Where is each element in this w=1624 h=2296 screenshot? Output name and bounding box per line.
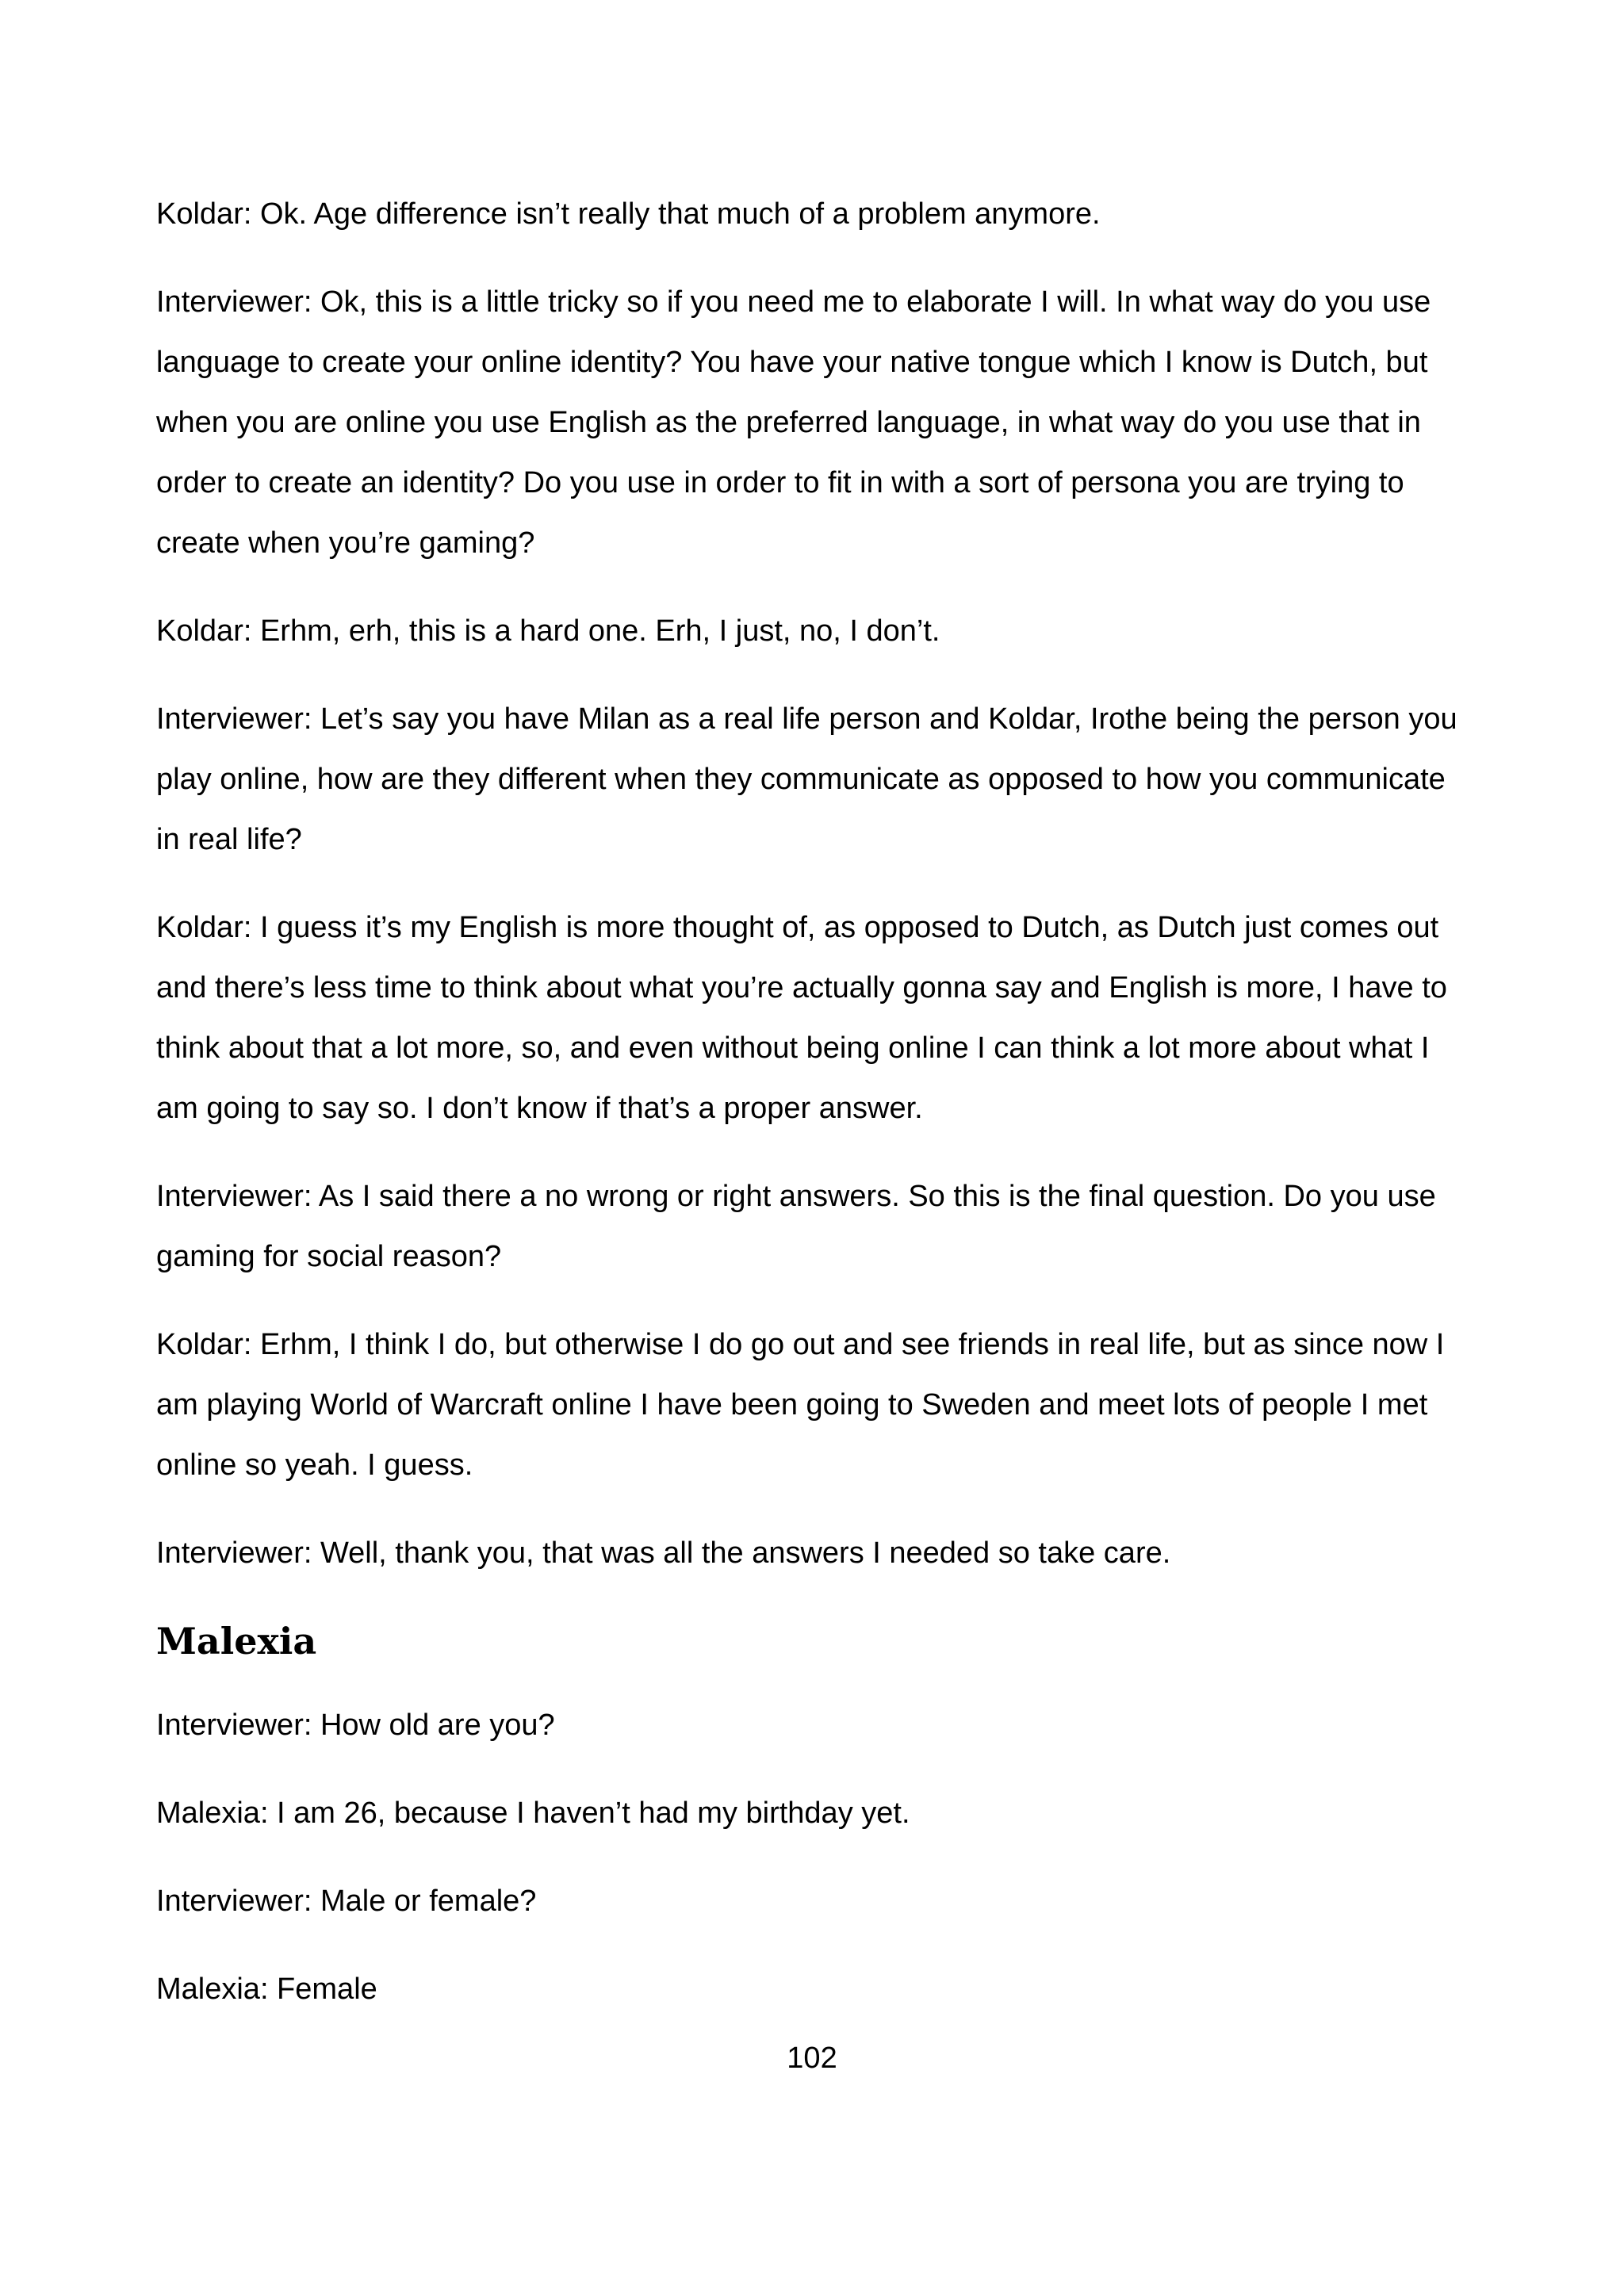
transcript-paragraph: Interviewer: Male or female? [156,1885,537,1918]
transcript-paragraph: Interviewer: As I said there a no wrong or right answers. So this is the final question. Do you use gaming for social reason? [156,1180,1436,1273]
section-heading: Malexia [156,1620,317,1663]
transcript-paragraph: Koldar: Ok. Age difference isn’t really that much of a problem anymore. [156,197,1101,231]
page-body [156,184,1473,2047]
transcript-paragraph: Koldar: Erhm, I think I do, but otherwise I do go out and see friends in real life, but as since now I am playing World of Warcraft online I have been going to Sweden and meet lots of people I met online so yeah. I guess. [156,1328,1445,1482]
transcript-paragraph: Interviewer: How old are you? [156,1709,555,1742]
transcript-paragraph: Malexia: I am 26, because I haven’t had my birthday yet. [156,1797,910,1830]
transcript-paragraph: Interviewer: Let’s say you have Milan as a real life person and Koldar, Irothe being the person you play online, how are they different when they communicate as opposed to how you communicate in real life? [156,702,1457,856]
transcript-paragraph: Interviewer: Ok, this is a little tricky so if you need me to elaborate I will. In what way do you use language to create your online identity? You have your native tongue which I know is Dutch, but when you are online you use English as the preferred language, in what way do you use that in order to create an identity? Do you use in order to fit in with a sort of persona you are trying to create when you’re gaming? [156,285,1431,560]
transcript-paragraph: Malexia: Female [156,1973,377,2006]
page-number: 102 [787,2042,837,2075]
transcript-paragraph: Koldar: Erhm, erh, this is a hard one. Erh, I just, no, I don’t. [156,614,940,648]
transcript-paragraph: Koldar: I guess it’s my English is more thought of, as opposed to Dutch, as Dutch just comes out and there’s less time to think about what you’re actually gonna say and English is more, I have to think about that a lot more, so, and even without being online I can think a lot more about what I am going to say so. I don’t know if that’s a proper answer. [156,911,1447,1125]
transcript-paragraph: Interviewer: Well, thank you, that was all the answers I needed so take care. [156,1536,1171,1570]
